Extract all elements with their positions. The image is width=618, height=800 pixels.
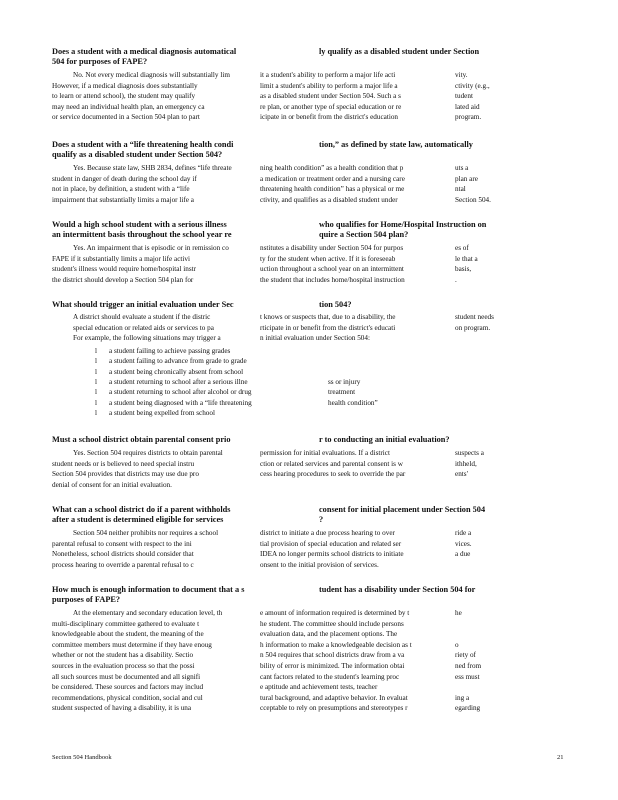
question-heading-part: after a student is determined eligible for services: [52, 514, 224, 524]
question-heading-part: ?: [319, 514, 324, 524]
paragraph-line-segment: vity.: [455, 71, 468, 79]
paragraph-line-segment: n 504 requires that school districts draw from a va: [260, 651, 405, 660]
paragraph-line-segment: ty for the student when active. If it is foreseeab: [260, 254, 396, 263]
paragraph-line-segment: Yes. An impairment that is episodic or in remission co: [73, 244, 229, 252]
paragraph-line-segment: tudent: [455, 92, 473, 101]
paragraph-line-segment: At the elementary and secondary education level, th: [73, 609, 223, 617]
paragraph-line-segment: the district should develop a Section 504 plan for: [52, 275, 194, 284]
paragraph-line-segment: threatening health condition” has a physical or me: [260, 185, 405, 194]
bullet-item: [95, 377, 248, 387]
paragraph-line-segment: cant factors related to the student's learning proc: [260, 672, 400, 681]
paragraph-line-segment: limit a student's ability to perform a major life a: [260, 81, 398, 90]
footer-left: Section 504 Handbook: [52, 754, 112, 761]
paragraph-line-segment: t knows or suspects that, due to a disability, the: [260, 313, 396, 321]
question-heading-part: tion 504?: [319, 300, 352, 309]
paragraph-line-segment: denial of consent for an initial evaluation.: [52, 480, 172, 489]
bullet-marker: l: [95, 388, 97, 397]
paragraph-line-segment: IDEA no longer permits school districts to initiate: [260, 550, 404, 559]
question-heading-part: Does a student with a medical diagnosis automatical: [52, 47, 237, 56]
paragraph-line-segment: A district should evaluate a student if the distric: [73, 313, 211, 321]
paragraph-line-segment: student needs: [455, 313, 494, 321]
bullet-text: a student returning to school after alcohol or drug: [109, 388, 252, 397]
paragraph-line-segment: student in danger of death during the school day if: [52, 174, 197, 183]
paragraph-line-segment: he student. The committee should include persons: [260, 619, 404, 628]
question-heading-part: What should trigger an initial evaluation under Sec: [52, 300, 234, 309]
question-heading-part: ly qualify as a disabled student under Section: [319, 47, 480, 56]
paragraph-line-segment: Section 504 provides that districts may use due pro: [52, 470, 199, 479]
paragraph-line-segment: nstitutes a disability under Section 504 for purpos: [260, 244, 404, 252]
paragraph-line-segment: Yes. Section 504 requires districts to obtain parental: [73, 449, 223, 457]
paragraph-line-segment: uction throughout a school year on an intermittent: [260, 265, 404, 274]
question-heading: [52, 505, 486, 525]
paragraph-line-segment: FAPE if it substantially limits a major life activi: [52, 254, 191, 263]
paragraph-line-segment: cceptable to rely on presumptions and stereotypes r: [260, 704, 408, 713]
bullet-marker: l: [95, 408, 97, 417]
paragraph-line-segment: Section 504 neither prohibits nor requires a school: [73, 529, 219, 537]
question-heading-part: qualify as a disabled student under Section 504?: [52, 149, 223, 159]
paragraph-line-segment: onsent to the initial provision of services.: [260, 560, 379, 569]
paragraph-line-segment: Yes. Because state law, SHB 2834, defines “life threate: [73, 164, 232, 172]
bullet-item: [95, 356, 247, 366]
paragraph-line-segment: le that a: [455, 254, 478, 263]
paragraph-line-segment: district to initiate a due process hearing to over: [260, 529, 395, 537]
paragraph-line-segment: tial provision of special education and related ser: [260, 539, 402, 548]
question-heading-part: Does a student with a “life threatening health condi: [52, 140, 234, 149]
bullet-text: a student failing to advance from grade to grade: [109, 357, 247, 366]
question-heading-part: Would a high school student with a serious illness: [52, 220, 227, 229]
paragraph-line-segment: the student that includes home/hospital instruction: [260, 275, 405, 284]
bullet-marker: l: [95, 367, 97, 376]
paragraph-line-segment: student's illness would require home/hospital instr: [52, 265, 197, 274]
paragraph-line-segment: ctivity (e.g.,: [455, 81, 490, 90]
paragraph-line-segment: permission for initial evaluations. If a district: [260, 449, 390, 457]
question-heading: [52, 220, 487, 240]
bullet-item: [95, 346, 230, 356]
bullet-item: [95, 367, 243, 377]
bullet-marker: l: [95, 347, 97, 355]
paragraph-line-segment: sources in the evaluation process so that the possi: [52, 662, 195, 670]
paragraph-line-segment: recommendations, physical condition, social and cul: [52, 693, 203, 702]
question-heading-part: tudent has a disability under Section 504 for: [319, 585, 476, 594]
paragraph-line-segment: es of: [455, 244, 469, 252]
question-heading-part: consent for initial placement under Section 504: [319, 505, 486, 514]
bullet-text-continued: ss or injury: [328, 377, 361, 386]
paragraph-line-segment: impairment that substantially limits a major life a: [52, 195, 194, 204]
paragraph-line-segment: ning health condition” as a health condition that p: [260, 164, 404, 172]
paragraph-line-segment: bility of error is minimized. The information obtai: [260, 662, 405, 670]
paragraph-line-segment: ithheld,: [455, 459, 477, 468]
paragraph-line-segment: a medication or treatment order and a nursing care: [260, 174, 405, 183]
paragraph-line-segment: For example, the following situations may trigger a: [73, 334, 221, 343]
paragraph-line-segment: plan are: [455, 174, 478, 183]
paragraph-line-segment: Section 504.: [455, 195, 491, 204]
paragraph-line-segment: tural background, and adaptive behavior. In evaluat: [260, 693, 408, 702]
question-heading-part: who qualifies for Home/Hospital Instruction on: [319, 220, 487, 229]
paragraph-line-segment: vices.: [455, 539, 472, 548]
paragraph-line-segment: ing a: [455, 693, 470, 702]
paragraph-line-segment: program.: [455, 113, 482, 122]
question-heading-part: quire a Section 504 plan?: [319, 229, 409, 239]
question-heading: [52, 47, 480, 67]
paragraph-line-segment: multi-disciplinary committee gathered to evaluate t: [52, 619, 200, 628]
paragraph-line-segment: whether or not the student has a disability. Sectio: [52, 651, 194, 660]
paragraph-line-segment: be considered. These sources and factors may includ: [52, 683, 204, 692]
paragraph-line-segment: n initial evaluation under Section 504:: [260, 334, 370, 343]
paragraph-line-segment: ride a: [455, 529, 472, 537]
paragraph-line-segment: icipate in or benefit from the district's education: [260, 113, 399, 122]
paragraph-line-segment: No. Not every medical diagnosis will substantially lim: [73, 71, 230, 79]
paragraph-line-segment: h information to make a knowledgeable decision as t: [260, 640, 412, 649]
question-heading-part: an intermittent basis throughout the school year re: [52, 229, 232, 239]
paragraph-line-segment: ctivity, and qualifies as a disabled student under: [260, 195, 398, 204]
bullet-text-continued: health condition”: [328, 398, 378, 407]
paragraph-line-segment: ntal: [455, 185, 466, 194]
bullet-item: [95, 408, 215, 418]
paragraph-line-segment: uts a: [455, 164, 469, 172]
paragraph-line-segment: e aptitude and achievement tests, teacher: [260, 683, 378, 692]
paragraph-line-segment: all such sources must be documented and all signifi: [52, 672, 201, 681]
bullet-text-continued: treatment: [328, 388, 356, 397]
question-heading-part: How much is enough information to document that a s: [52, 585, 245, 594]
paragraph-line-segment: ents': [455, 470, 468, 479]
question-heading-part: Must a school district obtain parental consent prio: [52, 435, 231, 444]
paragraph-line-segment: he: [455, 609, 462, 617]
paragraph-line-segment: not in place, by definition, a student with a “life: [52, 185, 190, 194]
paragraph-line-segment: re plan, or another type of special education or re: [260, 102, 402, 111]
question-heading: [52, 585, 476, 605]
paragraph-line-segment: riety of: [455, 651, 476, 660]
paragraph-line-segment: ess must: [455, 672, 480, 681]
paragraph-line-segment: cess hearing procedures to seek to override the par: [260, 470, 406, 479]
bullet-text: a student failing to achieve passing grades: [109, 347, 231, 355]
paragraph-line-segment: e amount of information required is determined by t: [260, 609, 410, 617]
paragraph-line-segment: rticipate in or benefit from the district's educati: [260, 323, 396, 332]
bullet-text: a student being expelled from school: [109, 408, 215, 417]
question-heading-part: tion,” as defined by state law, automatically: [319, 140, 473, 149]
paragraph-line-segment: on program.: [455, 323, 491, 332]
bullet-text: a student returning to school after a serious illne: [109, 377, 248, 386]
bullet-item: [95, 387, 252, 397]
paragraph-line-segment: basis,: [455, 265, 472, 274]
question-heading-part: What can a school district do if a parent withholds: [52, 505, 231, 514]
question-heading-part: r to conducting an initial evaluation?: [319, 435, 450, 444]
paragraph-line-segment: o: [455, 640, 459, 649]
bullet-marker: l: [95, 398, 97, 407]
paragraph-line-segment: .: [455, 275, 457, 284]
paragraph-line-segment: ned from: [455, 662, 482, 670]
paragraph-line-segment: as a disabled student under Section 504. Such a s: [260, 92, 401, 101]
paragraph-line-segment: may need an individual health plan, an emergency ca: [52, 102, 205, 111]
bullet-marker: l: [95, 377, 97, 386]
bullet-marker: l: [95, 357, 97, 366]
paragraph-line-segment: suspects a: [455, 449, 484, 457]
paragraph-line-segment: or service documented in a Section 504 plan to part: [52, 113, 200, 122]
paragraph-line-segment: egarding: [455, 704, 481, 713]
question-heading: [52, 435, 472, 445]
question-heading: [52, 300, 472, 310]
paragraph-line-segment: to learn or attend school), the student may qualify: [52, 92, 196, 101]
paragraph-line-segment: student needs or is believed to need special instru: [52, 459, 195, 468]
question-heading: [52, 140, 472, 160]
page-number: 21: [557, 754, 564, 761]
bullet-item: [95, 398, 252, 408]
paragraph-line-segment: student suspected of having a disability, it is una: [52, 704, 192, 713]
paragraph-line-segment: lated aid: [455, 102, 480, 111]
bullet-text: a student being chronically absent from school: [109, 367, 244, 376]
paragraph-line-segment: Nonetheless, school districts should consider that: [52, 550, 194, 559]
paragraph-line-segment: ction or related services and parental consent is w: [260, 459, 403, 468]
paragraph-line-segment: special education or related aids or services to pa: [73, 323, 214, 332]
question-heading-part: 504 for purposes of FAPE?: [52, 56, 148, 66]
paragraph-line-segment: evaluation data, and the placement options. The: [260, 630, 398, 639]
paragraph-line-segment: a due: [455, 550, 471, 559]
paragraph-line-segment: committee members must determine if they have enoug: [52, 640, 212, 649]
paragraph-line-segment: process hearing to override a parental refusal to c: [52, 560, 194, 569]
paragraph-line-segment: it a student's ability to perform a major life acti: [260, 71, 396, 79]
bullet-text: a student being diagnosed with a “life threatening: [109, 398, 252, 407]
paragraph-line-segment: parental refusal to consent with respect to the ini: [52, 539, 192, 548]
question-heading-part: purposes of FAPE?: [52, 594, 121, 604]
paragraph-line-segment: However, if a medical diagnosis does substantially: [52, 81, 198, 90]
paragraph-line-segment: knowledgeable about the student, the meaning of the: [52, 630, 204, 639]
